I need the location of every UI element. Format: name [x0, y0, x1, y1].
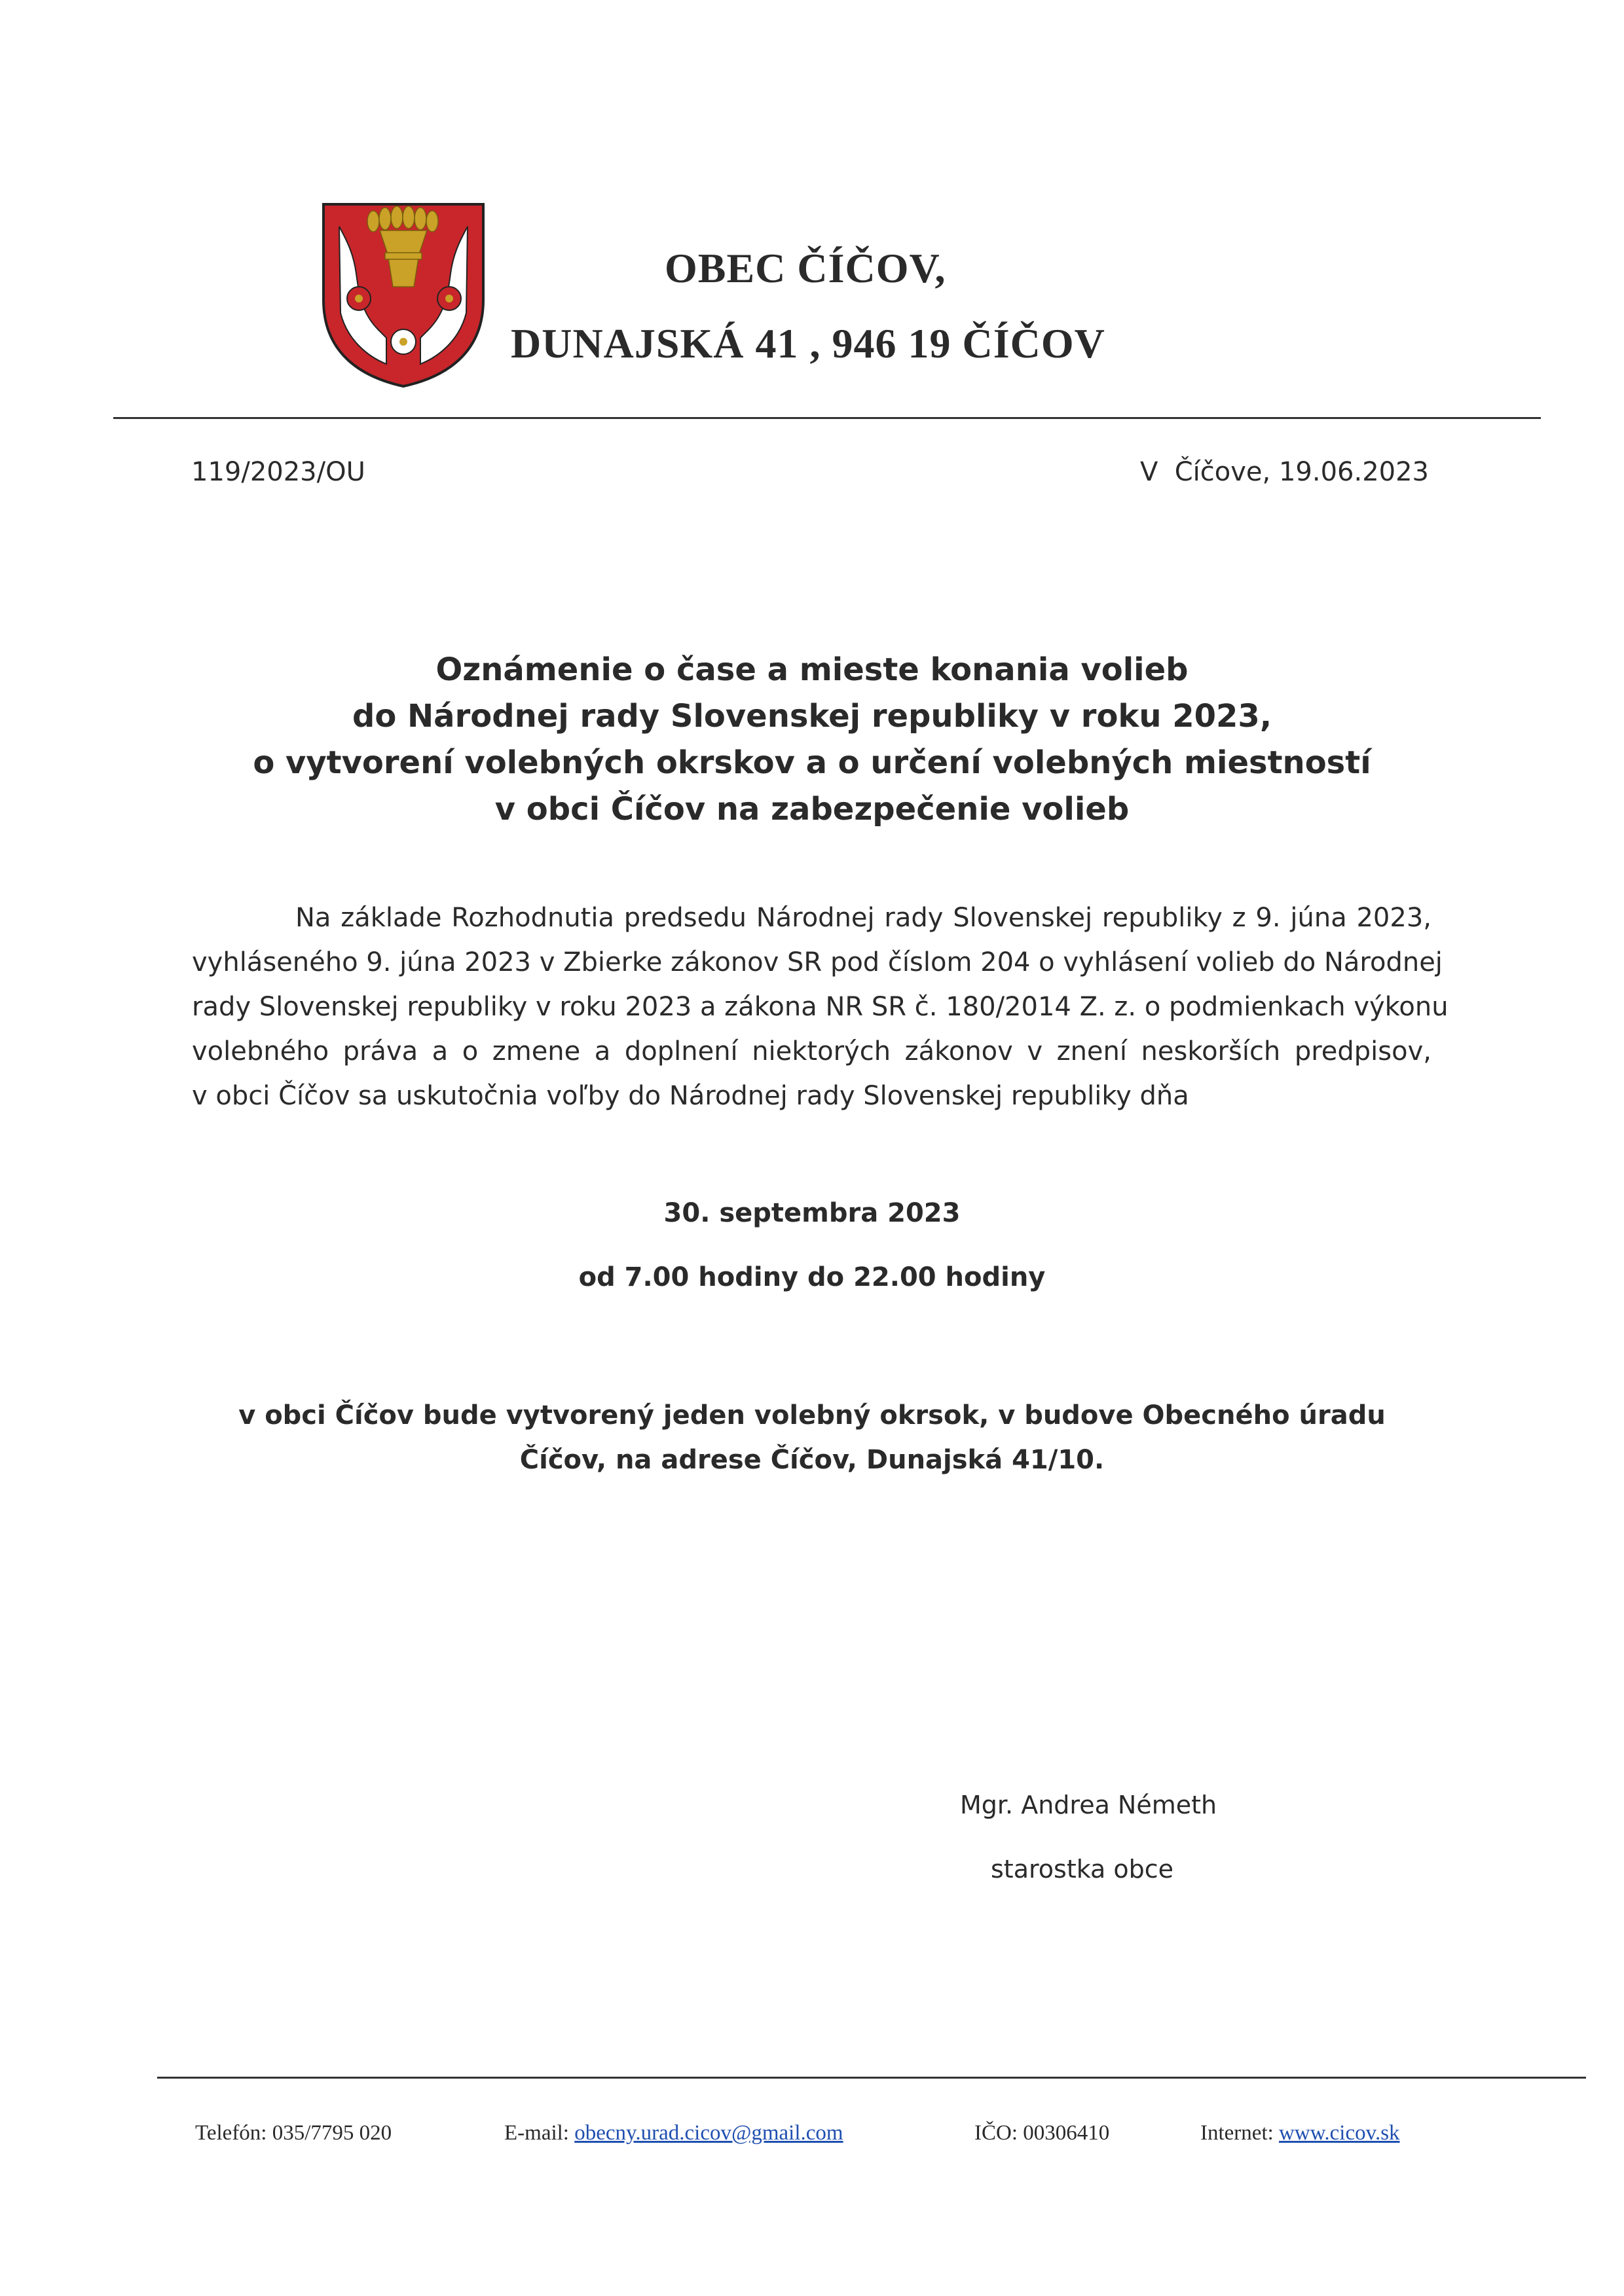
footer-internet [1200, 2121, 1400, 2145]
ico-label: IČO: [974, 2121, 1018, 2145]
reference-number: 119/2023/OU [191, 457, 365, 487]
footer-email [504, 2121, 843, 2145]
internet-label: Internet: [1200, 2121, 1274, 2145]
municipality-name: OBEC ČÍČOV, [665, 245, 946, 291]
signatory-role: starostka obce [991, 1855, 1174, 1884]
body-paragraph [192, 896, 1449, 1118]
voting-district [196, 1393, 1428, 1482]
body-line: Na základe Rozhodnutia predsedu Národnej rady Slovenskej republiky z 9. júna 2023, [295, 903, 1431, 933]
district-line: v obci Číčov bude vytvorený jeden volebný okrsok, v budove Obecného úradu [238, 1400, 1386, 1430]
email-link[interactable]: obecny.urad.cicov@gmail.com [574, 2121, 843, 2145]
header-divider [113, 417, 1541, 419]
ico-number: 00306410 [1023, 2121, 1110, 2145]
district-line: Číčov, na adrese Číčov, Dunajská 41/10. [519, 1445, 1105, 1475]
election-hours: od 7.00 hodiny do 22.00 hodiny [578, 1262, 1046, 1292]
footer-divider [157, 2077, 1586, 2079]
body-line: rady Slovenskej republiky v roku 2023 a zákona NR SR č. 180/2014 Z. z. o podmienkach výkonu [192, 992, 1449, 1022]
title-line: Oznámenie o čase a mieste konania volieb [435, 651, 1189, 688]
election-date: 30. septembra 2023 [663, 1198, 961, 1228]
body-line: volebného práva a o zmene a doplnení niektorých zákonov v znení neskorších predpisov, [192, 1036, 1431, 1066]
website-link[interactable]: www.cicov.sk [1279, 2121, 1400, 2145]
municipality-address: DUNAJSKÁ 41 , 946 19 ČÍČOV [511, 320, 1105, 367]
title-line: o vytvorení volebných okrskov a o určení volebných miestností [253, 744, 1371, 781]
body-line: v obci Číčov sa uskutočnia voľby do Národnej rady Slovenskej republiky dňa [192, 1081, 1189, 1111]
phone-number: 035/7795 020 [272, 2121, 392, 2145]
title-line: v obci Číčov na zabezpečenie volieb [494, 791, 1130, 828]
signatory-name: Mgr. Andrea Németh [960, 1791, 1217, 1819]
coat-of-arms-logo [321, 202, 486, 389]
footer-ico [974, 2121, 1109, 2145]
phone-label: Telefón: [195, 2121, 267, 2145]
body-line: vyhláseného 9. júna 2023 v Zbierke zákonov SR pod číslom 204 o vyhlásení volieb do Národnej [192, 947, 1443, 977]
footer-phone [195, 2121, 392, 2145]
document-title [196, 647, 1428, 833]
title-line: do Národnej rady Slovenskej republiky v roku 2023, [352, 698, 1272, 735]
place-date: V Číčove, 19.06.2023 [1139, 457, 1429, 487]
email-label: E-mail: [504, 2121, 569, 2145]
